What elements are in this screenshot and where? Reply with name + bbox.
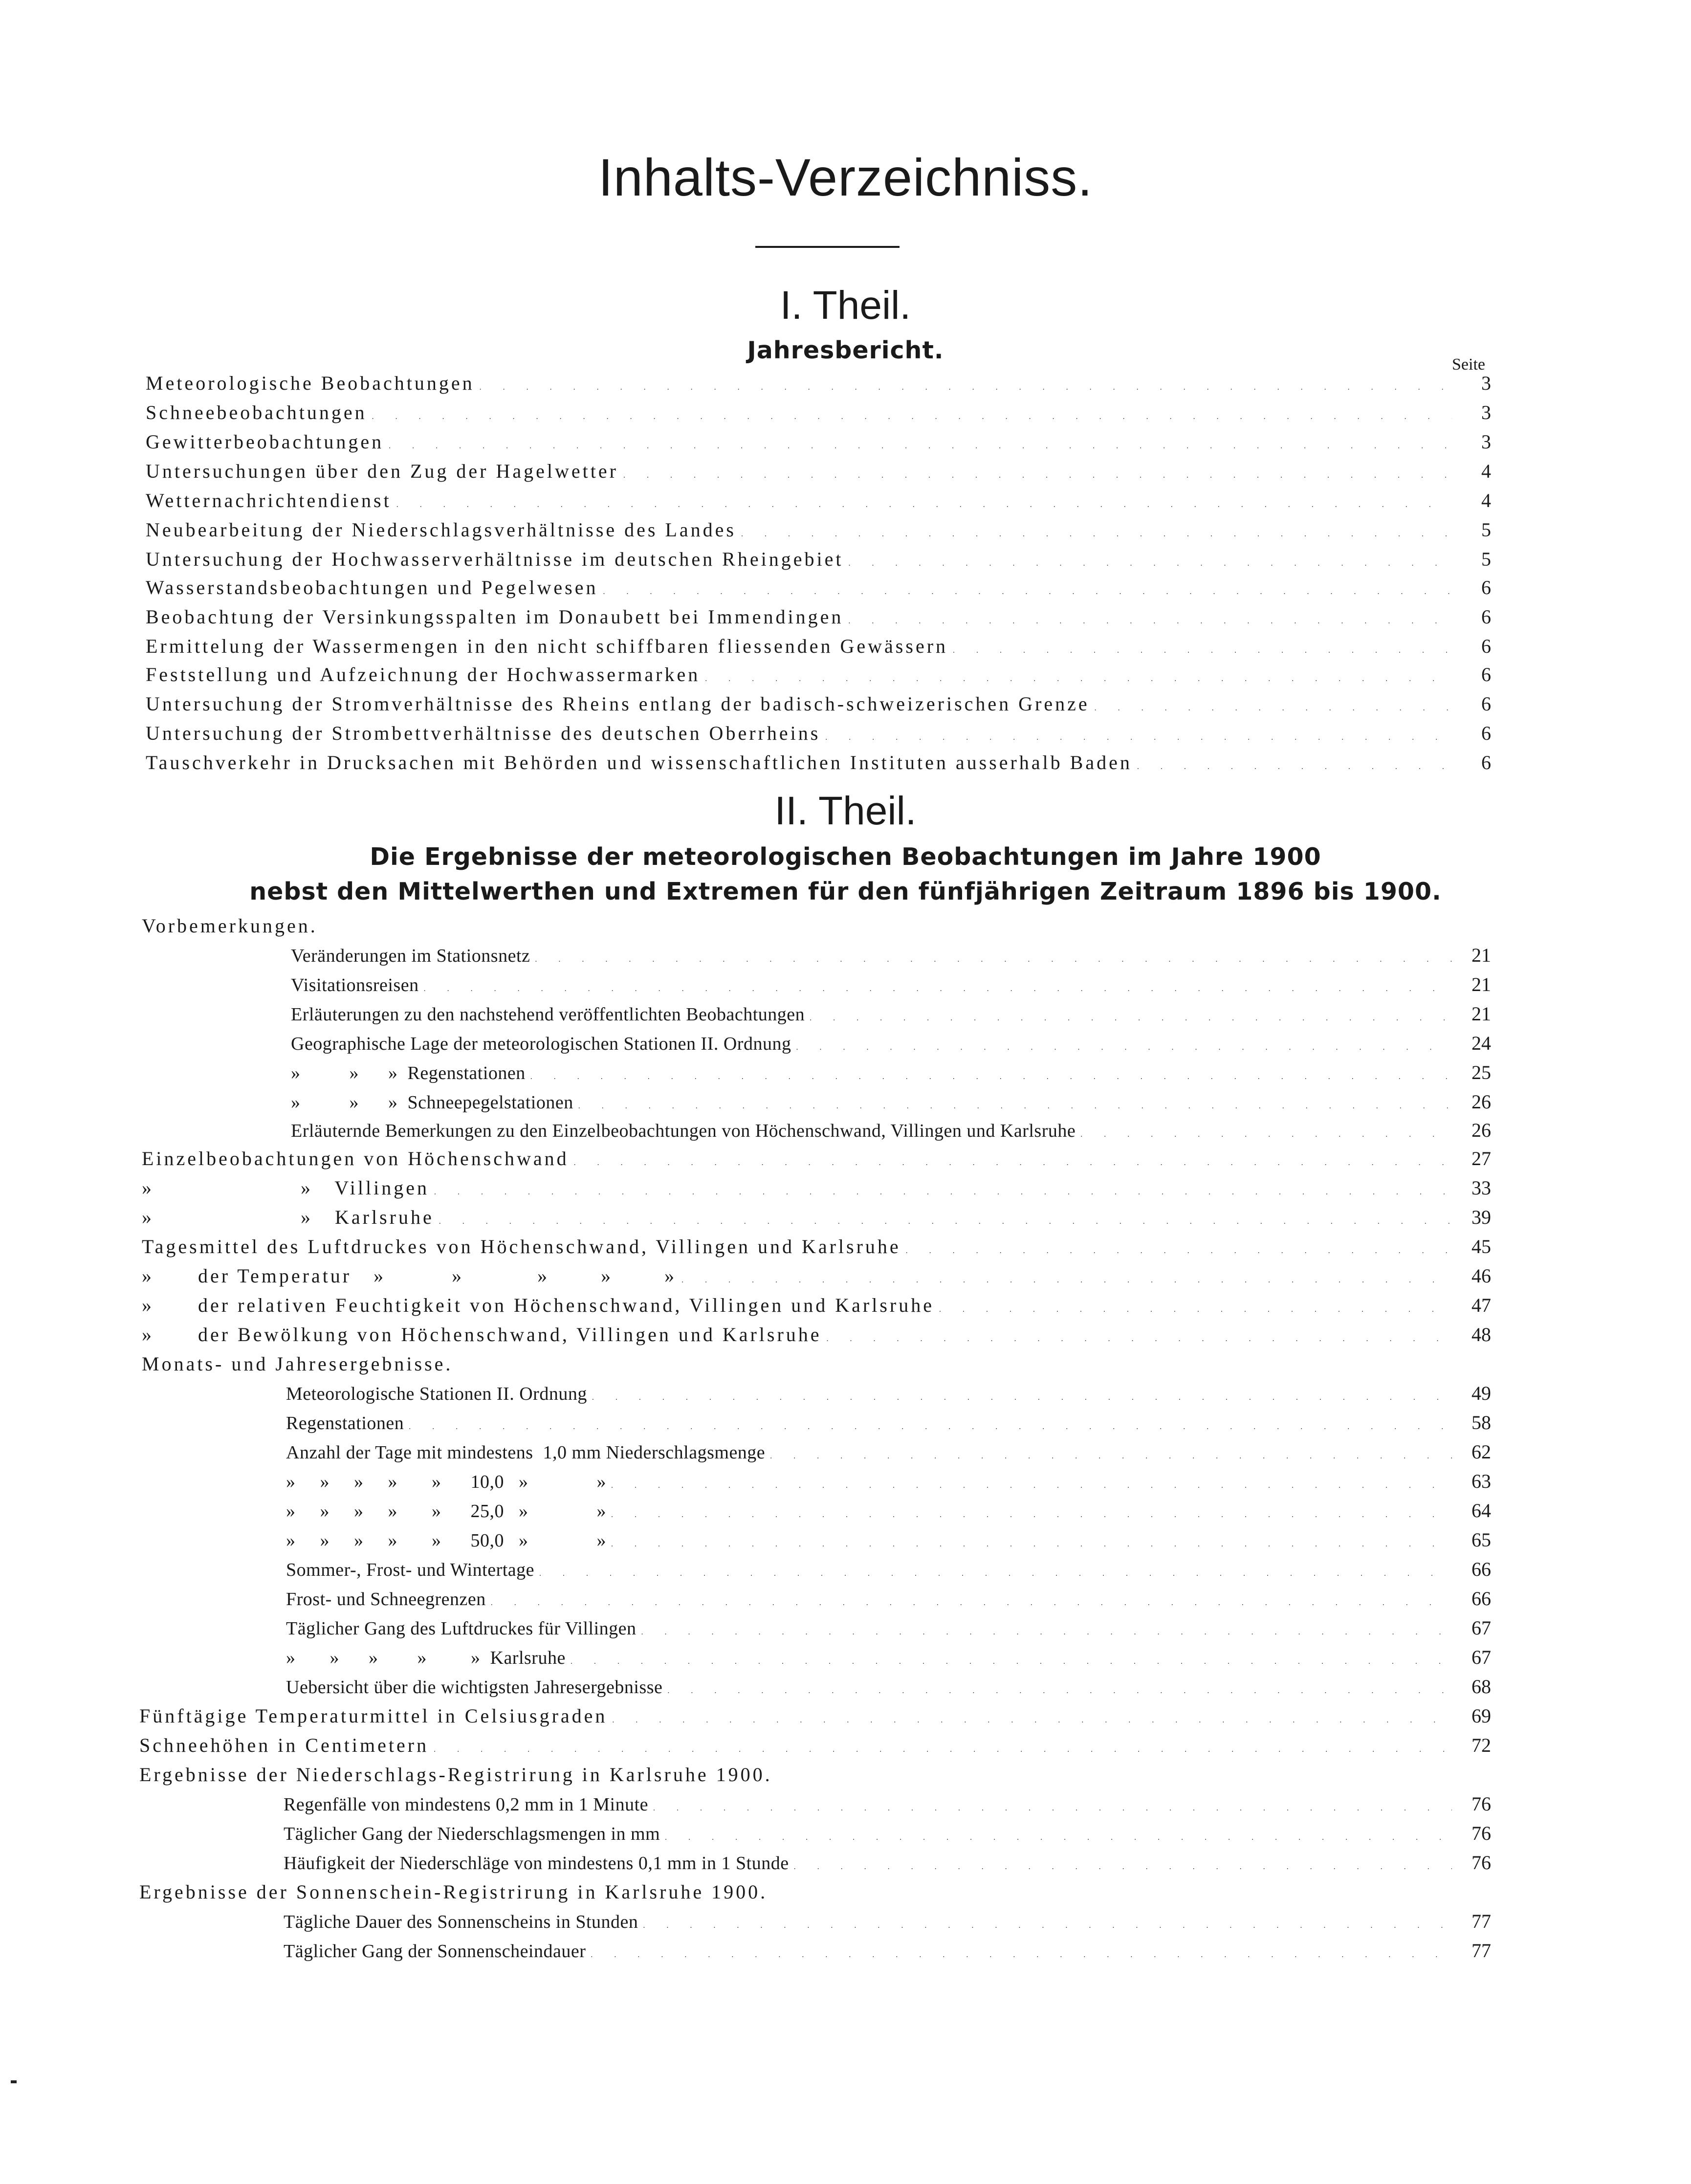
toc-entry — [146, 548, 1491, 576]
toc-entry — [142, 914, 1491, 943]
dot-leader — [409, 1423, 1452, 1432]
dot-leader — [491, 1599, 1452, 1608]
toc-entry-page: 76 — [1471, 1822, 1491, 1844]
toc-entry — [142, 1323, 1491, 1351]
toc-entry — [142, 1294, 1491, 1322]
toc-entry-page: 21 — [1471, 944, 1491, 966]
toc-entry-label: » » » Regenstationen — [291, 1063, 526, 1083]
toc-entry-label: Veränderungen im Stationsnetz — [291, 946, 530, 966]
toc-entry — [142, 1352, 1491, 1381]
toc-entry-label: » der Temperatur » » » » » — [142, 1265, 677, 1287]
toc-entry-label: Meteorologische Beobachtungen — [146, 372, 475, 394]
toc-entry-label: Tägliche Dauer des Sonnenscheins in Stunden — [284, 1912, 638, 1932]
toc-entry — [146, 518, 1491, 547]
toc-entry-page: 76 — [1471, 1793, 1491, 1815]
toc-entry-label: Gewitterbeobachtungen — [146, 431, 384, 453]
dot-leader — [592, 1393, 1452, 1402]
toc-entry-page: 77 — [1471, 1940, 1491, 1962]
toc-entry — [142, 1235, 1491, 1263]
toc-entry-page: 62 — [1471, 1441, 1491, 1463]
toc-entry-page: 6 — [1481, 722, 1491, 744]
dot-leader — [796, 1043, 1452, 1052]
dot-leader — [906, 1247, 1452, 1256]
dot-leader — [667, 1687, 1452, 1696]
dot-leader — [578, 1102, 1452, 1111]
dot-leader — [1080, 1130, 1452, 1139]
toc-entry — [284, 1910, 1491, 1938]
toc-entry-page: 47 — [1471, 1294, 1491, 1316]
toc-entry-page: 45 — [1471, 1235, 1491, 1257]
toc-entry-label: » » » » » 50,0 » » — [286, 1530, 606, 1551]
toc-entry — [284, 1851, 1491, 1879]
page-column-label: Seite — [1452, 355, 1485, 374]
toc-entry — [139, 1880, 1491, 1909]
toc-entry-label: Fünftägige Temperaturmittel in Celsiusgraden — [139, 1705, 608, 1727]
dot-leader — [705, 675, 1452, 684]
toc-entry-label: » » Karlsruhe — [142, 1206, 434, 1228]
dot-leader — [611, 1481, 1452, 1490]
part2-title: II. Theil. — [774, 789, 917, 833]
toc-entry-label: Neubearbeitung der Niederschlagsverhältnisse des Landes — [146, 519, 736, 541]
toc-entry-label: Untersuchung der Stromverhältnisse des Rheins entlang der badisch-schweizerischen Grenze — [146, 693, 1090, 715]
toc-entry-page: 66 — [1471, 1558, 1491, 1580]
toc-entry — [146, 605, 1491, 634]
toc-entry-page: 6 — [1481, 635, 1491, 657]
toc-entry-page: 26 — [1471, 1119, 1491, 1141]
toc-entry-page: 26 — [1471, 1091, 1491, 1113]
toc-entry-label: Regenfälle von mindestens 0,2 mm in 1 Minute — [284, 1794, 649, 1815]
toc-entry-page: 6 — [1481, 576, 1491, 598]
toc-entry — [286, 1528, 1491, 1557]
toc-entry-page: 33 — [1471, 1177, 1491, 1199]
toc-entry-page: 64 — [1471, 1500, 1491, 1522]
toc-entry — [291, 1032, 1491, 1060]
part2-subtitle-line2: nebst den Mittelwerthen und Extremen für den fünfjährigen Zeitraum 1896 bis 1900. — [249, 878, 1442, 905]
toc-entry-page: 5 — [1481, 519, 1491, 541]
toc-entry-page: 63 — [1471, 1470, 1491, 1492]
toc-entry — [286, 1675, 1491, 1703]
toc-entry-page: 6 — [1481, 606, 1491, 628]
toc-entry-label: Beobachtung der Versinkungsspalten im Donaubett bei Immendingen — [146, 606, 844, 628]
dot-leader — [623, 471, 1452, 480]
toc-entry-page: 6 — [1481, 693, 1491, 715]
toc-entry — [286, 1558, 1491, 1586]
toc-entry-page: 21 — [1471, 973, 1491, 995]
toc-entry-label: Wasserstandsbeobachtungen und Pegelwesen — [146, 576, 598, 598]
toc-entry — [146, 401, 1491, 429]
toc-entry-label: Uebersicht über die wichtigsten Jahresergebnisse — [286, 1677, 663, 1698]
toc-entry-label: » » » Schneepegelstationen — [291, 1092, 573, 1113]
toc-entry-page: 68 — [1471, 1676, 1491, 1698]
toc-entry-label: Ermittelung der Wassermengen in den nicht schiffbaren fliessenden Gewässern — [146, 635, 948, 657]
toc-entry-label: Wetternachrichtendienst — [146, 489, 392, 511]
dot-leader — [591, 1951, 1452, 1960]
dot-leader — [741, 530, 1452, 539]
toc-entry — [286, 1411, 1491, 1439]
toc-entry-label: Vorbemerkungen. — [142, 915, 318, 937]
dot-leader — [794, 1863, 1452, 1872]
toc-entry-label: Täglicher Gang der Niederschlagsmengen in mm — [284, 1824, 660, 1844]
toc-entry-label: Monats- und Jahresergebnisse. — [142, 1353, 453, 1375]
toc-entry-page: 24 — [1471, 1032, 1491, 1054]
toc-entry-label: Anzahl der Tage mit mindestens 1,0 mm Niederschlagsmenge — [286, 1442, 766, 1463]
toc-entry — [286, 1499, 1491, 1527]
toc-entry-page: 3 — [1481, 401, 1491, 423]
dot-leader — [439, 1217, 1452, 1226]
toc-entry-page: 4 — [1481, 460, 1491, 482]
dot-leader — [939, 1305, 1452, 1314]
dot-leader — [848, 617, 1452, 626]
dot-leader — [535, 955, 1452, 964]
toc-entry-label: Schneehöhen in Centimetern — [139, 1734, 429, 1756]
toc-entry-page: 77 — [1471, 1910, 1491, 1932]
toc-entry-label: Erläuternde Bemerkungen zu den Einzelbeobachtungen von Höchenschwand, Villingen und Karlsruhe — [291, 1121, 1076, 1141]
toc-entry-page: 39 — [1471, 1206, 1491, 1228]
toc-entry-page: 3 — [1481, 431, 1491, 453]
dot-leader — [653, 1804, 1452, 1813]
toc-entry-label: Untersuchung der Hochwasserverhältnisse im deutschen Rheingebiet — [146, 548, 844, 570]
toc-entry-label: Untersuchung der Strombettverhältnisse des deutschen Oberrheins — [146, 722, 821, 744]
toc-entry-label: Visitationsreisen — [291, 975, 419, 995]
toc-entry-label: » » » » » 25,0 » » — [286, 1501, 606, 1522]
toc-entry-label: Frost- und Schneegrenzen — [286, 1589, 486, 1610]
dot-leader — [611, 1540, 1452, 1549]
margin-mark — [11, 2080, 17, 2083]
dot-leader — [372, 413, 1452, 421]
toc-entry — [146, 372, 1491, 400]
dot-leader — [434, 1745, 1452, 1754]
dot-leader — [530, 1073, 1452, 1081]
toc-entry-page: 49 — [1471, 1382, 1491, 1404]
toc-entry — [146, 722, 1491, 750]
dot-leader — [603, 588, 1452, 596]
toc-entry-label: Täglicher Gang des Luftdruckes für Villingen — [286, 1618, 637, 1639]
toc-entry-label: Täglicher Gang der Sonnenscheindauer — [284, 1941, 586, 1962]
toc-entry-label: Regenstationen — [286, 1413, 404, 1434]
dot-leader — [1137, 763, 1452, 772]
dot-leader — [539, 1569, 1452, 1578]
dot-leader — [770, 1452, 1452, 1461]
toc-entry-label: Einzelbeobachtungen von Höchenschwand — [142, 1147, 569, 1169]
toc-entry — [142, 1176, 1491, 1205]
toc-entry — [139, 1734, 1491, 1762]
toc-entry — [139, 1763, 1491, 1791]
toc-entry — [286, 1587, 1491, 1615]
toc-entry-label: Ergebnisse der Sonnenschein-Registrirung in Karlsruhe 1900. — [139, 1881, 768, 1903]
toc-entry — [146, 635, 1491, 663]
toc-entry-label: Tauschverkehr in Drucksachen mit Behörden und wissenschaftlichen Instituten ausserhalb Baden — [146, 751, 1132, 773]
toc-entry — [146, 692, 1491, 721]
toc-entry-page: 66 — [1471, 1588, 1491, 1610]
part2-subtitle-line1: Die Ergebnisse der meteorologischen Beobachtungen im Jahre 1900 — [370, 843, 1321, 871]
toc-entry — [284, 1822, 1491, 1850]
toc-entry-page: 69 — [1471, 1705, 1491, 1727]
dot-leader — [810, 1014, 1452, 1023]
toc-entry — [291, 1061, 1491, 1089]
toc-entry — [142, 1206, 1491, 1234]
toc-entry — [291, 1002, 1491, 1031]
toc-entry-label: Schneebeobachtungen — [146, 401, 367, 423]
part1-title: I. Theil. — [780, 283, 911, 328]
dot-leader — [643, 1921, 1452, 1930]
toc-entry — [146, 751, 1491, 779]
toc-entry — [284, 1939, 1491, 1967]
toc-entry-page: 67 — [1471, 1617, 1491, 1639]
toc-entry — [291, 1090, 1491, 1119]
toc-entry — [142, 1264, 1491, 1293]
toc-entry-page: 25 — [1471, 1061, 1491, 1083]
toc-entry — [286, 1470, 1491, 1498]
toc-entry-page: 67 — [1471, 1646, 1491, 1668]
toc-entry — [286, 1440, 1491, 1469]
dot-leader — [571, 1657, 1452, 1666]
toc-entry-page: 65 — [1471, 1529, 1491, 1551]
toc-entry — [284, 1792, 1491, 1821]
toc-entry — [139, 1704, 1491, 1733]
toc-entry-page: 4 — [1481, 489, 1491, 511]
dot-leader — [681, 1276, 1452, 1285]
toc-entry-label: Sommer-, Frost- und Wintertage — [286, 1560, 535, 1580]
toc-entry-page: 58 — [1471, 1412, 1491, 1434]
toc-entry-label: » » Villingen — [142, 1177, 429, 1199]
dot-leader — [389, 442, 1452, 451]
dot-leader — [848, 559, 1452, 568]
toc-entry-page: 76 — [1471, 1852, 1491, 1874]
toc-entry-page: 6 — [1481, 663, 1491, 685]
toc-entry-label: Geographische Lage der meteorologischen Stationen II. Ordnung — [291, 1034, 791, 1054]
toc-entry-page: 5 — [1481, 548, 1491, 570]
dot-leader — [827, 1335, 1452, 1344]
toc-entry — [146, 460, 1491, 488]
dot-leader — [611, 1511, 1452, 1520]
dot-leader — [574, 1159, 1452, 1168]
toc-entry — [291, 944, 1491, 972]
toc-entry — [291, 1119, 1491, 1147]
toc-entry-page: 27 — [1471, 1147, 1491, 1169]
dot-leader — [612, 1716, 1452, 1725]
toc-entry — [291, 973, 1491, 1001]
dot-leader — [480, 383, 1452, 392]
toc-entry-label: Untersuchungen über den Zug der Hagelwetter — [146, 460, 618, 482]
toc-entry-page: 3 — [1481, 372, 1491, 394]
dot-leader — [641, 1628, 1452, 1637]
toc-entry-page: 48 — [1471, 1324, 1491, 1346]
toc-entry-label: Erläuterungen zu den nachstehend veröffentlichten Beobachtungen — [291, 1004, 805, 1025]
toc-entry — [142, 1147, 1491, 1175]
toc-entry-page: 6 — [1481, 751, 1491, 773]
dot-leader — [1095, 704, 1452, 713]
dot-leader — [825, 733, 1452, 742]
toc-entry — [286, 1616, 1491, 1645]
toc-entry-label: » » » » » 10,0 » » — [286, 1472, 606, 1492]
dot-leader — [434, 1188, 1452, 1197]
toc-entry — [146, 489, 1491, 517]
toc-entry-page: 21 — [1471, 1003, 1491, 1025]
toc-entry — [146, 430, 1491, 459]
dot-leader — [424, 985, 1452, 993]
toc-entry-label: Meteorologische Stationen II. Ordnung — [286, 1384, 587, 1404]
toc-entry-label: » » » » » Karlsruhe — [286, 1648, 566, 1668]
toc-entry-label: Häufigkeit der Niederschläge von mindestens 0,1 mm in 1 Stunde — [284, 1853, 789, 1874]
title-rule — [755, 246, 900, 248]
dot-leader — [953, 646, 1452, 655]
toc-entry-label: Feststellung und Aufzeichnung der Hochwassermarken — [146, 663, 701, 685]
page-title: Inhalts-Verzeichniss. — [598, 148, 1093, 207]
toc-entry-page: 72 — [1471, 1734, 1491, 1756]
toc-entry-label: Tagesmittel des Luftdruckes von Höchenschwand, Villingen und Karlsruhe — [142, 1235, 901, 1257]
toc-entry — [146, 663, 1491, 691]
toc-entry — [146, 576, 1491, 604]
toc-entry-page: 46 — [1471, 1265, 1491, 1287]
toc-entry — [286, 1382, 1491, 1410]
dot-leader — [396, 501, 1452, 509]
toc-entry-label: » der relativen Feuchtigkeit von Höchenschwand, Villingen und Karlsruhe — [142, 1294, 934, 1316]
part1-subtitle: Jahresbericht. — [747, 336, 944, 364]
toc-entry-label: Ergebnisse der Niederschlags-Registrirung in Karlsruhe 1900. — [139, 1764, 772, 1786]
toc-entry-label: » der Bewölkung von Höchenschwand, Villingen und Karlsruhe — [142, 1324, 822, 1346]
dot-leader — [665, 1833, 1452, 1842]
toc-entry — [286, 1646, 1491, 1674]
